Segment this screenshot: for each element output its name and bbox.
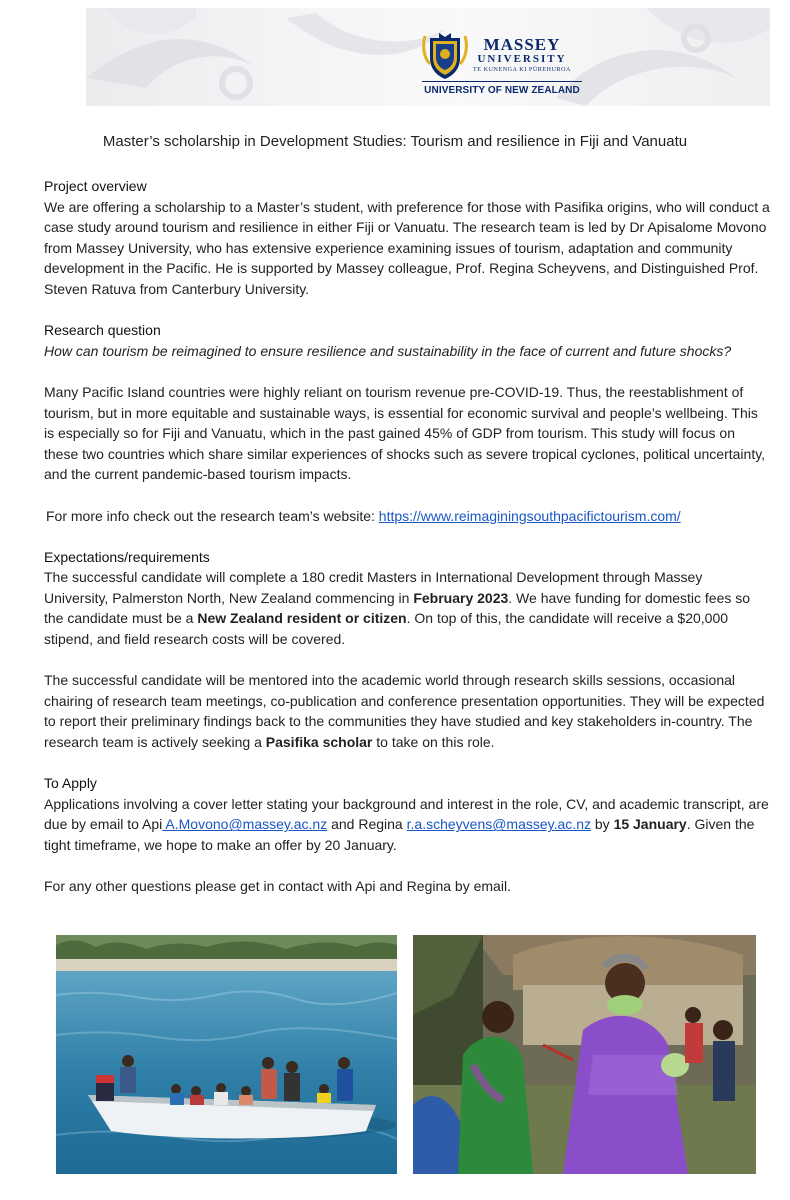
- contact-text: For any other questions please get in contact with Api and Regina by email.: [44, 878, 511, 895]
- text-run: The successful candidate will be mentored into the academic world through research skills sessions, occasional chairing of research team meetings, co-publication and conference presentation opportunities. They will be expected to report their preliminary findings back to the communities they have studied and key stakeholders in-country. The research team is actively seeking a: [44, 672, 765, 751]
- logo-motto: TE KUNENGA KI PŪREHUROA: [473, 67, 571, 73]
- text-run: Applications involving a cover letter stating your background and interest in the role, CV, and academic transcript, are due by email to Api: [44, 795, 769, 833]
- text-run: The successful candidate will complete a 180 credit Masters in International Development through Massey University, Palmerston North, New Zealand commencing in: [44, 569, 703, 606]
- logo-name-line1: MASSEY: [483, 35, 561, 54]
- header-banner: [86, 8, 770, 106]
- deadline: 15 January: [613, 816, 687, 833]
- overview-heading: Project overview: [44, 178, 147, 194]
- logo-name-line2: UNIVERSITY: [477, 53, 567, 65]
- expectations-heading: Expectations/requirements: [44, 548, 210, 565]
- research-question: How can tourism be reimagined to ensure resilience and sustainability in the face of current and future shocks?: [44, 342, 732, 359]
- logo-subtitle: UNIVERSITY OF NEW ZEALAND: [424, 85, 580, 96]
- apply-text: [44, 794, 770, 856]
- text-run: by: [590, 816, 614, 833]
- residency-requirement: New Zealand resident or citizen: [197, 610, 407, 627]
- text-run: and Regina: [327, 816, 407, 833]
- more-info-label: For more info check out the research team’s website:: [46, 507, 379, 524]
- apply-heading: To Apply: [44, 775, 97, 792]
- start-date: February 2023: [413, 589, 509, 606]
- more-info-line: [44, 506, 770, 527]
- expectations-text-2: [44, 670, 770, 752]
- text-run: . We have funding for domestic fees so the candidate must be a: [44, 589, 751, 627]
- research-heading: Research question: [44, 322, 161, 339]
- text-run: . Given the tight timeframe, we hope to make an offer by 20 January.: [44, 816, 755, 853]
- website-link[interactable]: https://www.reimaginingsouthpacifictourism.com/: [378, 507, 681, 524]
- document-body: [44, 176, 770, 897]
- massey-logo[interactable]: [422, 32, 582, 100]
- page-title: Master’s scholarship in Development Studies: Tourism and resilience in Fiji and Vanuatu: [102, 133, 688, 150]
- pasifika-scholar: Pasifika scholar: [265, 734, 373, 751]
- text-run: . On top of this, the candidate will receive a $20,000 stipend, and field research costs will be covered.: [44, 610, 729, 648]
- text-run: to take on this role.: [372, 734, 495, 751]
- email-link-regina[interactable]: r.a.scheyvens@massey.ac.nz: [406, 816, 591, 833]
- overview-text: We are offering a scholarship to a Master’s student, with preference for those with Pasifika origins, who will conduct a case study around tourism and resilience in either Fiji or Vanuatu. The research team is led by Dr Apisalome Movono from Massey University, who has extensive experience examining issues of tourism, adaptation and community development in the Pacific. He is supported by Massey colleague, Prof. Regina Scheyvens, and Distinguished Prof. Steven Ratuva from Canterbury University.: [44, 198, 770, 297]
- boat-photo: [56, 935, 397, 1174]
- expectations-text-1: [44, 567, 770, 649]
- community-photo: [413, 935, 756, 1174]
- logo-divider: [422, 81, 582, 82]
- email-link-api[interactable]: A.Movono@massey.ac.nz: [162, 816, 328, 833]
- crest-icon: [422, 32, 468, 80]
- research-text: Many Pacific Island countries were highly reliant on tourism revenue pre-COVID-19. Thus, the reestablishment of tourism, but in more equitable and sustainable ways, is essential for economic survival and people’s wellbeing. This is especially so for Fiji and Vanuatu, which in the past gained 45% of GDP from tourism. This study will focus on these two countries which share similar experiences of shocks such as severe tropical cyclones, political uncertainty, and the current pandemic-based tourism impacts.: [44, 383, 766, 483]
